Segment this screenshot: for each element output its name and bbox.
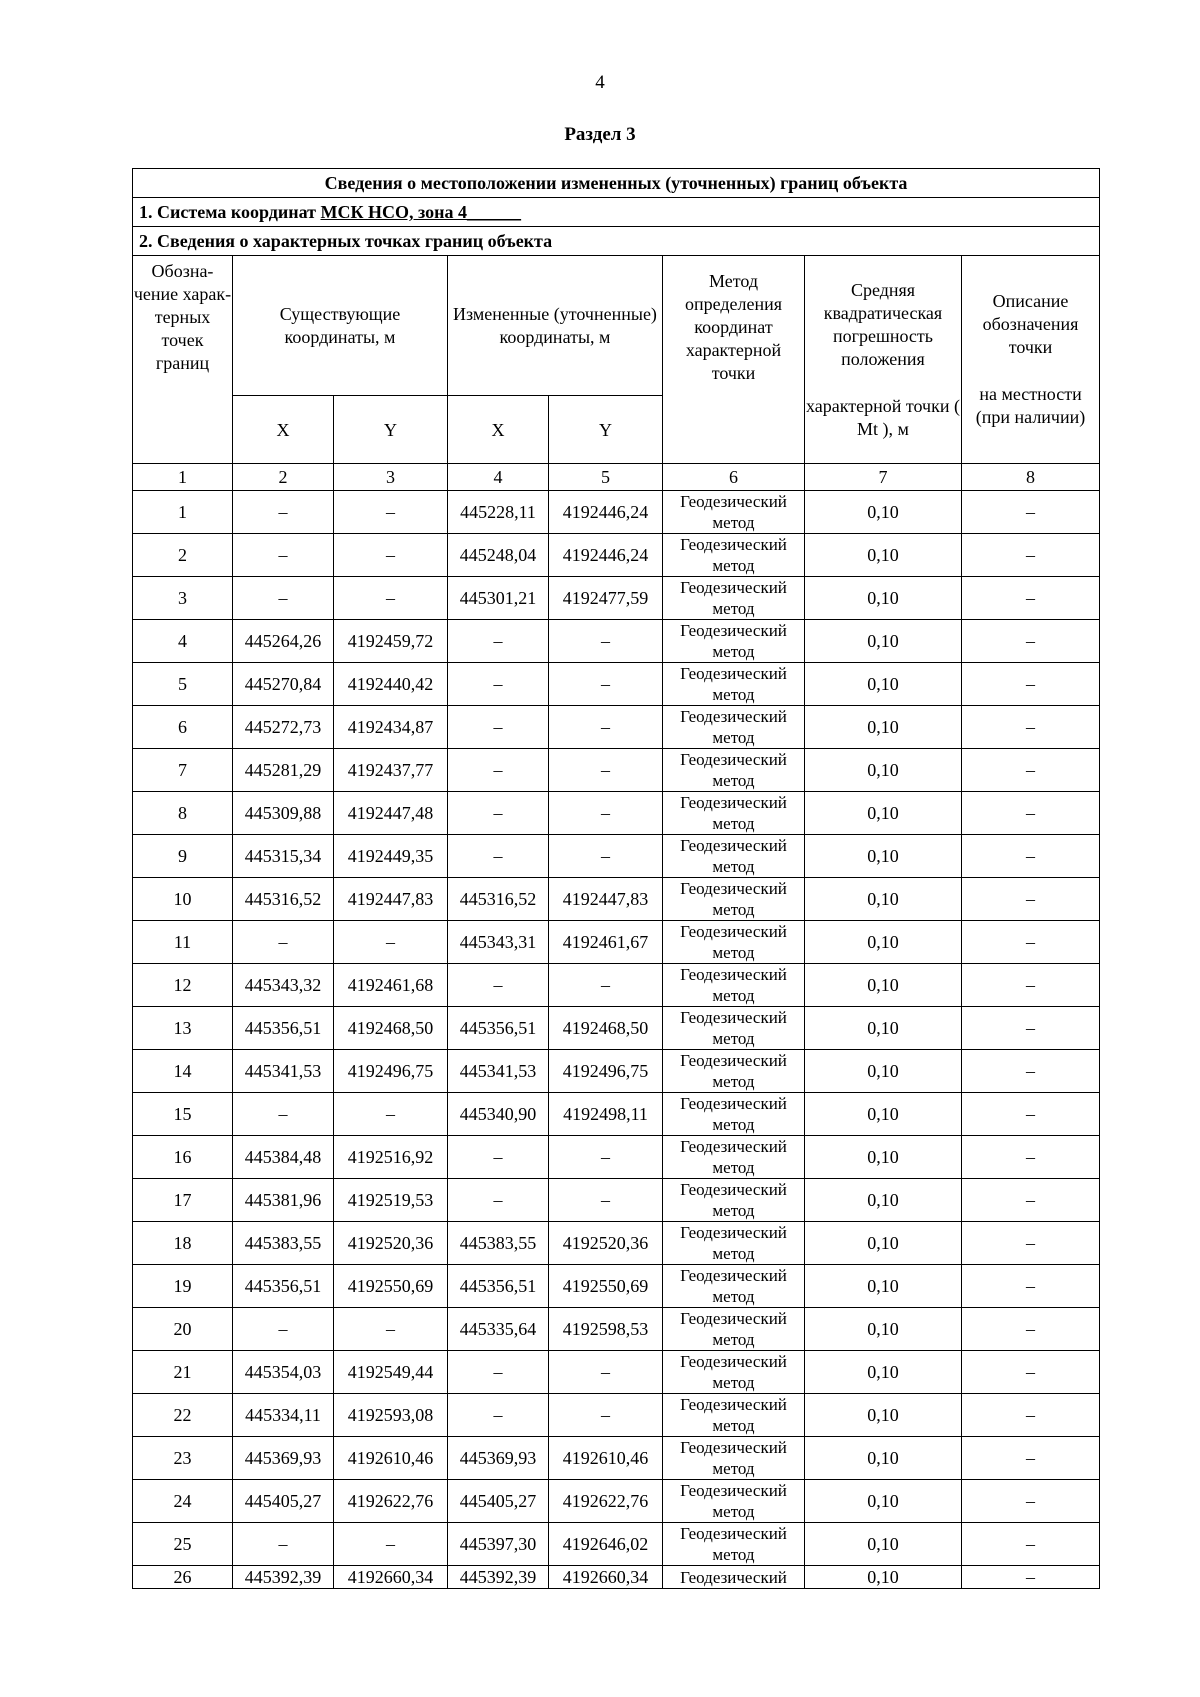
cell-description: – (962, 1179, 1100, 1222)
table-row (133, 1394, 1100, 1437)
cell-existing-x: 445264,26 (233, 620, 334, 663)
boundary-points-table (132, 168, 1100, 1589)
table-row (133, 1566, 1100, 1589)
cell-existing-y: 4192593,08 (334, 1394, 448, 1437)
cell-description: – (962, 1265, 1100, 1308)
cell-existing-y: 4192447,83 (334, 878, 448, 921)
cell-point-number: 12 (133, 964, 233, 1007)
cell-description: – (962, 706, 1100, 749)
cell-point-number: 19 (133, 1265, 233, 1308)
table-body (133, 169, 1100, 1589)
cell-point-number: 21 (133, 1351, 233, 1394)
table-row (133, 878, 1100, 921)
cell-method: Геодезический метод (663, 1136, 805, 1179)
cell-mean-error: 0,10 (805, 749, 962, 792)
cell-method: Геодезический (663, 1566, 805, 1589)
cell-point-number: 25 (133, 1523, 233, 1566)
table-row (133, 964, 1100, 1007)
cell-method: Геодезический метод (663, 534, 805, 577)
header-changed-x: X (448, 396, 549, 464)
cell-existing-x: 445356,51 (233, 1265, 334, 1308)
cell-method: Геодезический метод (663, 835, 805, 878)
cell-description: – (962, 491, 1100, 534)
table-row (133, 1437, 1100, 1480)
cell-changed-x: 445301,21 (448, 577, 549, 620)
cell-existing-x: 445405,27 (233, 1480, 334, 1523)
cell-changed-y: 4192477,59 (549, 577, 663, 620)
cell-method: Геодезический метод (663, 1093, 805, 1136)
cell-point-number: 10 (133, 878, 233, 921)
cell-existing-y: 4192660,34 (334, 1566, 448, 1589)
cell-description: – (962, 534, 1100, 577)
cell-changed-y: – (549, 792, 663, 835)
cell-changed-x: – (448, 1136, 549, 1179)
cell-mean-error: 0,10 (805, 1050, 962, 1093)
table-row (133, 1222, 1100, 1265)
cell-description: – (962, 1480, 1100, 1523)
cell-existing-y: – (334, 1308, 448, 1351)
cell-mean-error: 0,10 (805, 964, 962, 1007)
cell-method: Геодезический метод (663, 1007, 805, 1050)
cell-method: Геодезический метод (663, 706, 805, 749)
cell-changed-x: – (448, 620, 549, 663)
cell-mean-error: 0,10 (805, 792, 962, 835)
cell-point-number: 17 (133, 1179, 233, 1222)
cell-point-number: 1 (133, 491, 233, 534)
header-description-top: Описание обозначения точки (982, 291, 1079, 357)
cell-existing-y: 4192459,72 (334, 620, 448, 663)
cell-method: Геодезический метод (663, 964, 805, 1007)
cell-description: – (962, 1394, 1100, 1437)
column-number: 8 (962, 464, 1100, 491)
cell-existing-y: 4192449,35 (334, 835, 448, 878)
cell-method: Геодезический метод (663, 1265, 805, 1308)
table-row (133, 749, 1100, 792)
cell-changed-x: 445356,51 (448, 1265, 549, 1308)
cell-mean-error: 0,10 (805, 491, 962, 534)
cell-point-number: 3 (133, 577, 233, 620)
cell-mean-error: 0,10 (805, 1351, 962, 1394)
cell-point-number: 2 (133, 534, 233, 577)
column-number: 1 (133, 464, 233, 491)
cell-point-number: 9 (133, 835, 233, 878)
cell-existing-x: 445354,03 (233, 1351, 334, 1394)
cell-changed-y: 4192461,67 (549, 921, 663, 964)
cell-changed-x: 445369,93 (448, 1437, 549, 1480)
cell-existing-x: 445381,96 (233, 1179, 334, 1222)
cell-changed-x: 445392,39 (448, 1566, 549, 1589)
header-description-bottom: на местности (при наличии) (975, 384, 1086, 427)
cell-changed-y: 4192646,02 (549, 1523, 663, 1566)
cell-existing-x: 445341,53 (233, 1050, 334, 1093)
header-method: Метод определения координат характерной точки (663, 256, 805, 464)
cell-description: – (962, 1136, 1100, 1179)
cell-point-number: 6 (133, 706, 233, 749)
cell-changed-y: 4192550,69 (549, 1265, 663, 1308)
cell-method: Геодезический метод (663, 1437, 805, 1480)
cell-existing-y: – (334, 1523, 448, 1566)
points-heading: 2. Сведения о характерных точках границ объекта (133, 227, 1100, 256)
table-row (133, 534, 1100, 577)
cell-existing-x: – (233, 491, 334, 534)
cell-existing-y: – (334, 534, 448, 577)
cell-changed-y: 4192520,36 (549, 1222, 663, 1265)
column-number: 7 (805, 464, 962, 491)
cell-changed-x: 445340,90 (448, 1093, 549, 1136)
cell-mean-error: 0,10 (805, 1566, 962, 1589)
header-changed-coords: Измененные (уточненные) координаты, м (448, 256, 663, 396)
header-error-bottom: характерной точки ( Mt ), м (806, 395, 960, 439)
cell-method: Геодезический метод (663, 1050, 805, 1093)
cell-point-number: 15 (133, 1093, 233, 1136)
cell-method: Геодезический метод (663, 1523, 805, 1566)
cell-mean-error: 0,10 (805, 1265, 962, 1308)
cell-existing-x: 445383,55 (233, 1222, 334, 1265)
cell-method: Геодезический метод (663, 921, 805, 964)
cell-existing-x: 445384,48 (233, 1136, 334, 1179)
cell-existing-y: 4192434,87 (334, 706, 448, 749)
cell-existing-y: 4192447,48 (334, 792, 448, 835)
cell-method: Геодезический метод (663, 1179, 805, 1222)
cell-description: – (962, 1050, 1100, 1093)
cell-mean-error: 0,10 (805, 1394, 962, 1437)
cell-method: Геодезический метод (663, 1394, 805, 1437)
cell-point-number: 11 (133, 921, 233, 964)
cell-method: Геодезический метод (663, 491, 805, 534)
cell-description: – (962, 792, 1100, 835)
cell-point-number: 4 (133, 620, 233, 663)
cell-changed-y: 4192446,24 (549, 491, 663, 534)
table-row (133, 1179, 1100, 1222)
header-changed-y: Y (549, 396, 663, 464)
cell-changed-y: 4192446,24 (549, 534, 663, 577)
cell-changed-x: 445335,64 (448, 1308, 549, 1351)
cell-description: – (962, 964, 1100, 1007)
cell-point-number: 16 (133, 1136, 233, 1179)
cell-existing-y: 4192520,36 (334, 1222, 448, 1265)
cell-changed-y: 4192496,75 (549, 1050, 663, 1093)
cell-changed-x: 445316,52 (448, 878, 549, 921)
cell-changed-y: 4192468,50 (549, 1007, 663, 1050)
cell-existing-x: 445392,39 (233, 1566, 334, 1589)
cell-changed-x: – (448, 835, 549, 878)
column-number: 6 (663, 464, 805, 491)
cell-existing-x: – (233, 1308, 334, 1351)
cell-method: Геодезический метод (663, 792, 805, 835)
cell-mean-error: 0,10 (805, 1437, 962, 1480)
table-row (133, 491, 1100, 534)
cell-mean-error: 0,10 (805, 1480, 962, 1523)
cell-mean-error: 0,10 (805, 1093, 962, 1136)
table-row (133, 1136, 1100, 1179)
cell-existing-y: 4192549,44 (334, 1351, 448, 1394)
table-row (133, 1480, 1100, 1523)
table-row (133, 1050, 1100, 1093)
coord-system-line (133, 198, 1100, 227)
cell-changed-x: 445343,31 (448, 921, 549, 964)
cell-changed-y: – (549, 964, 663, 1007)
cell-mean-error: 0,10 (805, 1308, 962, 1351)
cell-existing-y: 4192440,42 (334, 663, 448, 706)
cell-mean-error: 0,10 (805, 534, 962, 577)
cell-description: – (962, 1566, 1100, 1589)
cell-mean-error: 0,10 (805, 1136, 962, 1179)
column-number: 4 (448, 464, 549, 491)
cell-changed-x: – (448, 663, 549, 706)
cell-changed-y: – (549, 663, 663, 706)
cell-description: – (962, 663, 1100, 706)
cell-mean-error: 0,10 (805, 1222, 962, 1265)
cell-existing-x: 445343,32 (233, 964, 334, 1007)
cell-changed-x: – (448, 1351, 549, 1394)
cell-description: – (962, 577, 1100, 620)
cell-changed-y: – (549, 749, 663, 792)
page-number: 4 (595, 72, 605, 93)
cell-existing-x: – (233, 577, 334, 620)
cell-method: Геодезический метод (663, 1351, 805, 1394)
header-error-top: Средняя квадратическая погрешность положения (823, 279, 943, 369)
cell-description: – (962, 749, 1100, 792)
cell-existing-x: 445272,73 (233, 706, 334, 749)
cell-point-number: 14 (133, 1050, 233, 1093)
cell-existing-y: 4192496,75 (334, 1050, 448, 1093)
cell-description: – (962, 835, 1100, 878)
cell-changed-x: 445341,53 (448, 1050, 549, 1093)
cell-changed-x: 445248,04 (448, 534, 549, 577)
cell-description: – (962, 620, 1100, 663)
boundary-table-wrapper (132, 168, 1099, 1589)
cell-changed-y: – (549, 706, 663, 749)
table-row (133, 1523, 1100, 1566)
cell-mean-error: 0,10 (805, 921, 962, 964)
cell-changed-y: 4192447,83 (549, 878, 663, 921)
cell-changed-x: 445356,51 (448, 1007, 549, 1050)
cell-changed-y: 4192660,34 (549, 1566, 663, 1589)
cell-changed-x: 445397,30 (448, 1523, 549, 1566)
coord-system-prefix: 1. Система координат (139, 202, 321, 222)
cell-point-number: 24 (133, 1480, 233, 1523)
cell-existing-y: 4192519,53 (334, 1179, 448, 1222)
cell-changed-x: – (448, 964, 549, 1007)
cell-mean-error: 0,10 (805, 620, 962, 663)
cell-description: – (962, 1222, 1100, 1265)
cell-existing-y: – (334, 491, 448, 534)
cell-description: – (962, 921, 1100, 964)
cell-mean-error: 0,10 (805, 577, 962, 620)
cell-mean-error: 0,10 (805, 663, 962, 706)
table-row (133, 706, 1100, 749)
cell-changed-y: – (549, 835, 663, 878)
table-row (133, 792, 1100, 835)
cell-existing-x: – (233, 921, 334, 964)
cell-changed-y: 4192598,53 (549, 1308, 663, 1351)
cell-changed-y: – (549, 1179, 663, 1222)
cell-point-number: 20 (133, 1308, 233, 1351)
cell-existing-y: 4192610,46 (334, 1437, 448, 1480)
cell-method: Геодезический метод (663, 1222, 805, 1265)
header-existing-y: Y (334, 396, 448, 464)
cell-existing-y: – (334, 577, 448, 620)
cell-existing-y: 4192550,69 (334, 1265, 448, 1308)
cell-changed-y: – (549, 620, 663, 663)
cell-mean-error: 0,10 (805, 706, 962, 749)
coord-system-value: МСК НСО, зона 4 (320, 202, 468, 222)
cell-mean-error: 0,10 (805, 1179, 962, 1222)
table-title: Сведения о местоположении измененных (уточненных) границ объекта (133, 169, 1100, 198)
cell-changed-x: 445383,55 (448, 1222, 549, 1265)
table-row (133, 620, 1100, 663)
cell-existing-x: – (233, 1523, 334, 1566)
cell-existing-y: 4192622,76 (334, 1480, 448, 1523)
column-number: 2 (233, 464, 334, 491)
cell-existing-x: 445369,93 (233, 1437, 334, 1480)
cell-existing-x: 445334,11 (233, 1394, 334, 1437)
cell-changed-y: – (549, 1136, 663, 1179)
cell-existing-x: – (233, 1093, 334, 1136)
cell-description: – (962, 878, 1100, 921)
cell-existing-x: 445281,29 (233, 749, 334, 792)
header-existing-coords: Существующие координаты, м (233, 256, 448, 396)
cell-changed-x: – (448, 749, 549, 792)
column-number: 3 (334, 464, 448, 491)
column-number: 5 (549, 464, 663, 491)
column-number-row (133, 464, 1100, 491)
cell-changed-y: – (549, 1394, 663, 1437)
cell-changed-x: 445405,27 (448, 1480, 549, 1523)
cell-existing-x: – (233, 534, 334, 577)
cell-existing-y: – (334, 921, 448, 964)
cell-description: – (962, 1308, 1100, 1351)
cell-changed-y: 4192610,46 (549, 1437, 663, 1480)
cell-point-number: 23 (133, 1437, 233, 1480)
header-description (962, 256, 1100, 464)
cell-changed-y: 4192622,76 (549, 1480, 663, 1523)
header-error (805, 256, 962, 464)
cell-method: Геодезический метод (663, 663, 805, 706)
cell-point-number: 22 (133, 1394, 233, 1437)
cell-changed-x: – (448, 792, 549, 835)
header-existing-x: X (233, 396, 334, 464)
cell-mean-error: 0,10 (805, 1007, 962, 1050)
table-row (133, 1308, 1100, 1351)
cell-description: – (962, 1351, 1100, 1394)
cell-point-number: 8 (133, 792, 233, 835)
cell-existing-x: 445315,34 (233, 835, 334, 878)
cell-existing-y: 4192468,50 (334, 1007, 448, 1050)
cell-description: – (962, 1437, 1100, 1480)
cell-existing-y: – (334, 1093, 448, 1136)
cell-changed-x: 445228,11 (448, 491, 549, 534)
cell-changed-y: – (549, 1351, 663, 1394)
cell-method: Геодезический метод (663, 1308, 805, 1351)
cell-existing-y: 4192516,92 (334, 1136, 448, 1179)
cell-existing-x: 445309,88 (233, 792, 334, 835)
cell-point-number: 13 (133, 1007, 233, 1050)
header-point-designation: Обозна-чение харак-терных точек границ (133, 256, 233, 464)
cell-changed-x: – (448, 1179, 549, 1222)
cell-existing-x: 445356,51 (233, 1007, 334, 1050)
cell-changed-x: – (448, 1394, 549, 1437)
cell-mean-error: 0,10 (805, 835, 962, 878)
cell-description: – (962, 1007, 1100, 1050)
cell-method: Геодезический метод (663, 620, 805, 663)
cell-point-number: 5 (133, 663, 233, 706)
coord-system-suffix: ______ (467, 202, 522, 222)
cell-existing-x: 445270,84 (233, 663, 334, 706)
cell-mean-error: 0,10 (805, 1523, 962, 1566)
cell-method: Геодезический метод (663, 749, 805, 792)
table-row (133, 663, 1100, 706)
table-row (133, 1265, 1100, 1308)
cell-description: – (962, 1093, 1100, 1136)
cell-existing-y: 4192437,77 (334, 749, 448, 792)
cell-point-number: 18 (133, 1222, 233, 1265)
cell-method: Геодезический метод (663, 1480, 805, 1523)
table-row (133, 835, 1100, 878)
cell-method: Геодезический метод (663, 577, 805, 620)
cell-changed-x: – (448, 706, 549, 749)
table-row (133, 1007, 1100, 1050)
table-row (133, 921, 1100, 964)
cell-description: – (962, 1523, 1100, 1566)
cell-existing-y: 4192461,68 (334, 964, 448, 1007)
table-row (133, 1093, 1100, 1136)
table-row (133, 577, 1100, 620)
cell-point-number: 7 (133, 749, 233, 792)
cell-mean-error: 0,10 (805, 878, 962, 921)
cell-changed-y: 4192498,11 (549, 1093, 663, 1136)
table-row (133, 1351, 1100, 1394)
cell-existing-x: 445316,52 (233, 878, 334, 921)
cell-point-number: 26 (133, 1566, 233, 1589)
section-title: Раздел 3 (564, 124, 636, 145)
cell-method: Геодезический метод (663, 878, 805, 921)
